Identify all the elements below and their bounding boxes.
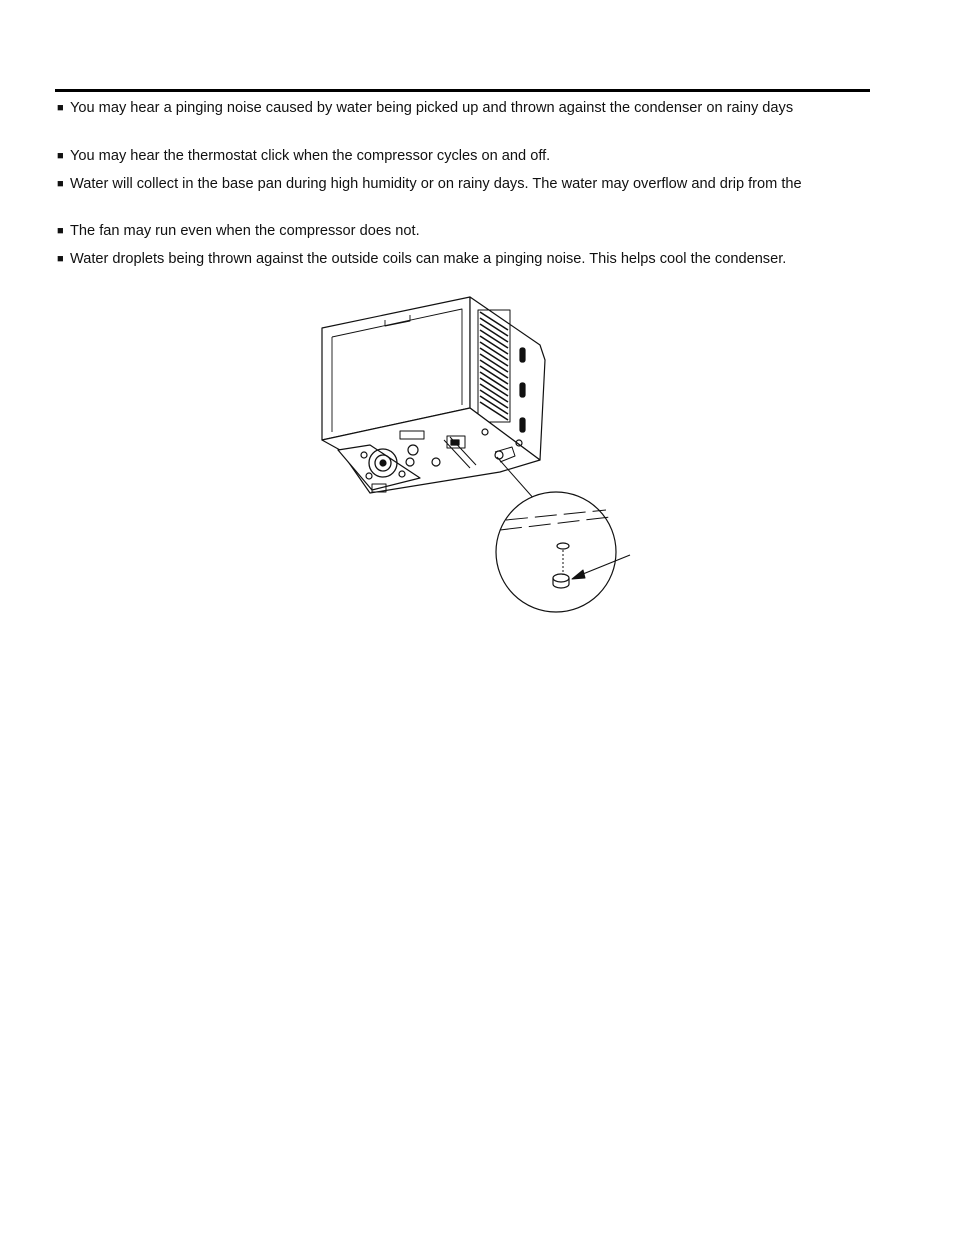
bullet-item-thermostat-click: [57, 147, 550, 165]
bullet-text: The fan may run even when the compressor does not.: [70, 223, 420, 239]
bullet-item-base-pan-water: [57, 175, 802, 193]
bullet-item-pinging-noise: [57, 99, 793, 117]
ac-unit-illustration: [300, 290, 640, 620]
bullet-item-fan-runs: [57, 222, 420, 240]
bullet-item-water-droplets: [57, 250, 786, 268]
drain-plug-callout: [496, 492, 616, 612]
bullet-square-icon: ■: [57, 253, 64, 265]
bullet-square-icon: ■: [57, 225, 64, 237]
bullet-text: You may hear the thermostat click when the compressor cycles on and off.: [70, 148, 551, 164]
bullet-square-icon: ■: [57, 178, 64, 190]
bullet-text: Water droplets being thrown against the outside coils can make a pinging noise. This helps cool the condenser.: [70, 251, 787, 267]
bullet-text: You may hear a pinging noise caused by water being picked up and thrown against the condenser on rainy days: [70, 100, 794, 116]
section-divider: [55, 89, 870, 92]
bullet-square-icon: ■: [57, 102, 64, 114]
bullet-square-icon: ■: [57, 150, 64, 162]
bullet-text: Water will collect in the base pan during high humidity or on rainy days. The water may overflow and drip from the: [70, 176, 802, 192]
